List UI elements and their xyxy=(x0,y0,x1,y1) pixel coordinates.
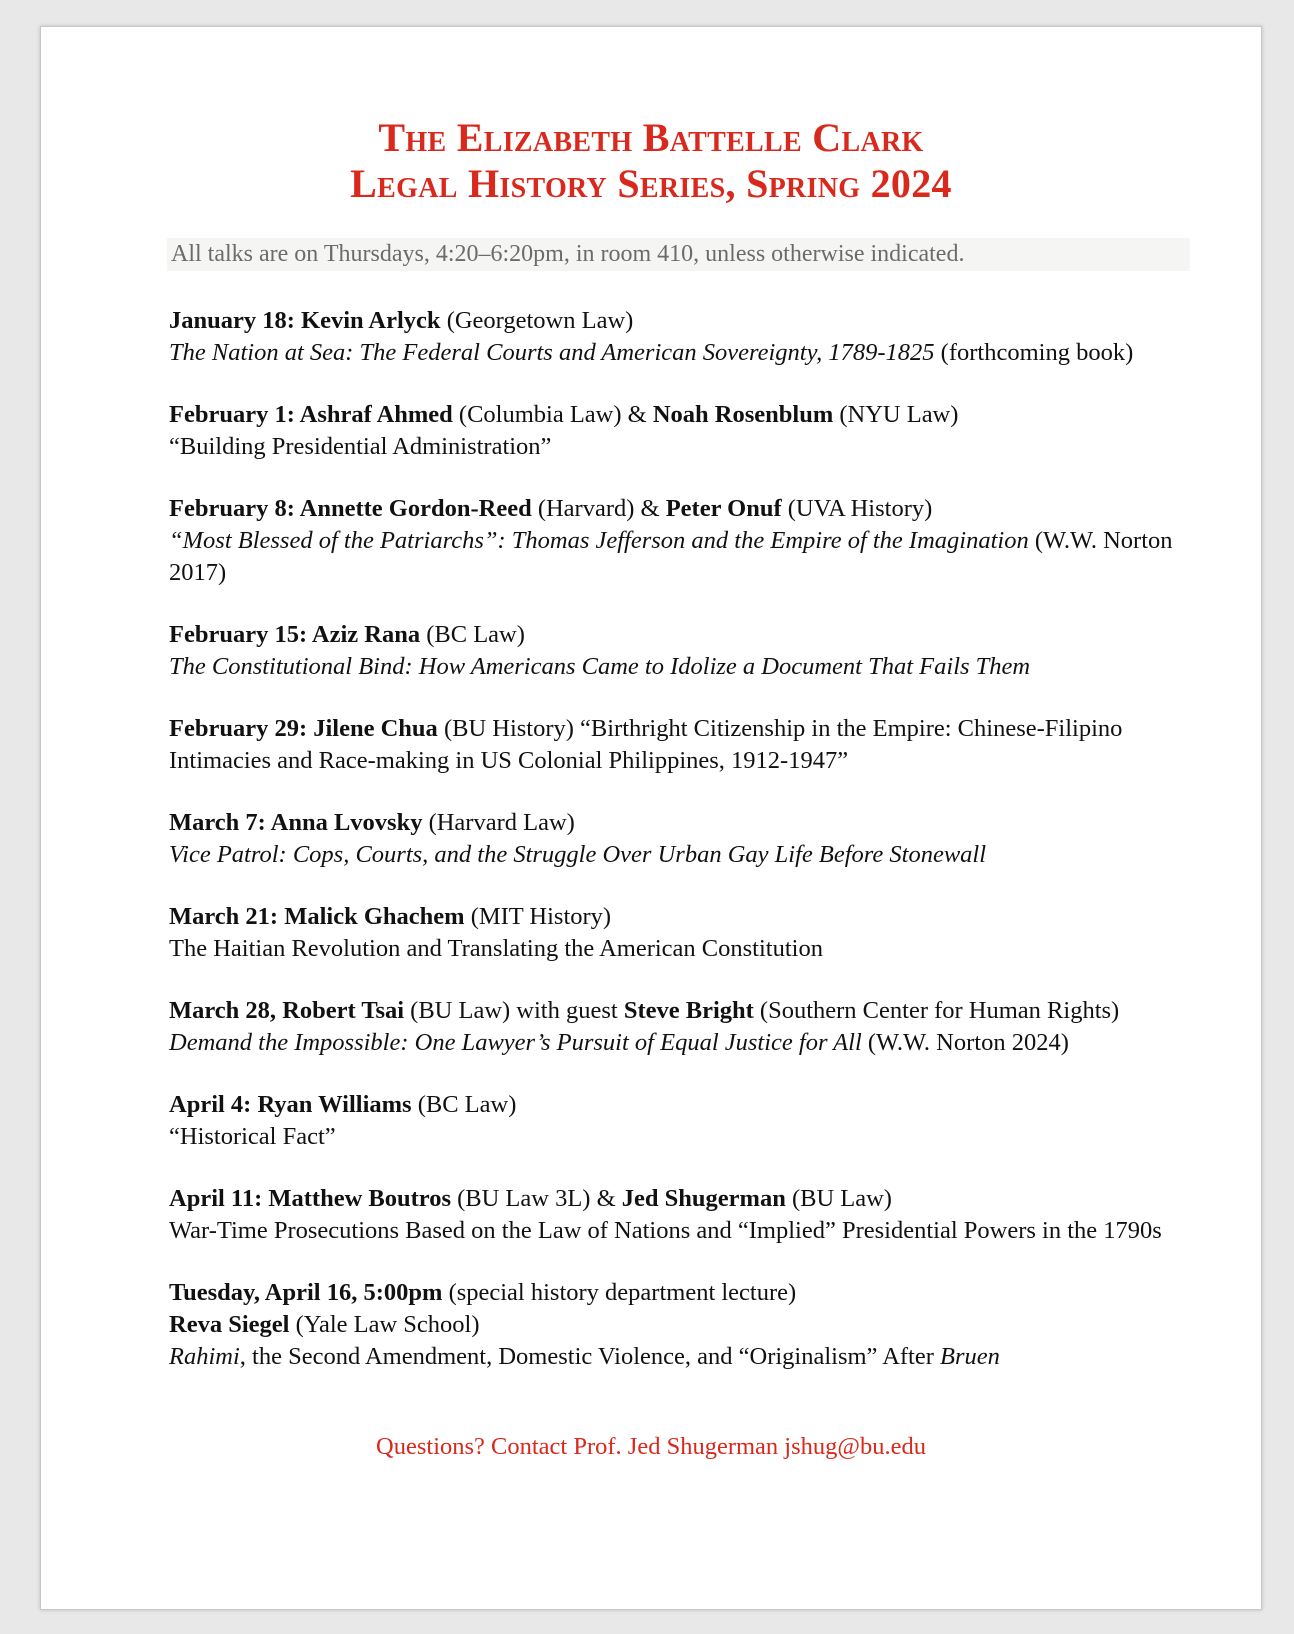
event-march-28 xyxy=(169,995,1179,1059)
event-date: March 7: xyxy=(169,809,271,836)
event-april-16 xyxy=(169,1277,1179,1373)
event-date: February 1: xyxy=(169,401,300,428)
speaker-name: Reva Siegel xyxy=(169,1311,290,1338)
speaker-name: Jilene Chua xyxy=(313,715,438,742)
event-date: March 21: xyxy=(169,903,285,930)
event-date: March 28, xyxy=(169,997,283,1024)
event-february-1 xyxy=(169,399,1179,463)
speaker-name: Anna Lvovsky xyxy=(270,809,423,836)
event-date: Tuesday, April 16, 5:00pm xyxy=(169,1279,443,1306)
event-april-11 xyxy=(169,1183,1179,1247)
speaker-affiliation: (Harvard) & xyxy=(531,495,666,522)
event-date: April 11: xyxy=(169,1185,269,1212)
document-page xyxy=(40,26,1262,1610)
talk-title: The Constitutional Bind: How Americans Came to Idolize a Document That Fails Them xyxy=(169,653,1031,680)
talk-note: (W.W. Norton 2024) xyxy=(861,1029,1069,1056)
speaker-affiliation: (UVA History) xyxy=(781,495,933,522)
speaker-name: Noah Rosenblum xyxy=(652,401,834,428)
speaker-affiliation: (Georgetown Law) xyxy=(440,307,634,334)
talk-title: “Historical Fact” xyxy=(169,1123,336,1150)
speaker-affiliation: (BU Law) xyxy=(785,1185,892,1212)
talk-title: “Most Blessed of the Patriarchs”: Thomas Jefferson and the Empire of the Imagination xyxy=(169,527,1029,554)
speaker-affiliation: (BU Law) with guest xyxy=(404,997,624,1024)
talk-title-part: Rahimi xyxy=(169,1343,240,1370)
speaker-name: Peter Onuf xyxy=(665,495,782,522)
speaker-name: Aziz Rana xyxy=(311,621,421,648)
speaker-affiliation: (Southern Center for Human Rights) xyxy=(753,997,1120,1024)
talk-title-part: , the Second Amendment, Domestic Violence, and “Originalism” After xyxy=(239,1343,941,1370)
event-date: February 29: xyxy=(169,715,314,742)
event-date: April 4: xyxy=(169,1091,258,1118)
contact-line: Questions? Contact Prof. Jed Shugerman jshug@bu.edu xyxy=(376,1433,926,1460)
speaker-name: Jed Shugerman xyxy=(621,1185,786,1212)
talk-title: Demand the Impossible: One Lawyer’s Pursuit of Equal Justice for All xyxy=(169,1029,862,1056)
event-list xyxy=(169,305,1179,1403)
speaker-name: Steve Bright xyxy=(623,997,754,1024)
speaker-affiliation: (Yale Law School) xyxy=(289,1311,480,1338)
event-january-18 xyxy=(169,305,1179,369)
speaker-name: Matthew Boutros xyxy=(268,1185,451,1212)
talk-title: The Nation at Sea: The Federal Courts and American Sovereignty, 1789-1825 xyxy=(169,339,935,366)
schedule-note: All talks are on Thursdays, 4:20–6:20pm, in room 410, unless otherwise indicated. xyxy=(167,238,1190,271)
page-title xyxy=(41,115,1261,207)
talk-note: (forthcoming book) xyxy=(934,339,1134,366)
speaker-name: Annette Gordon-Reed xyxy=(299,495,532,522)
speaker-name: Ryan Williams xyxy=(257,1091,412,1118)
speaker-name: Robert Tsai xyxy=(282,997,405,1024)
speaker-affiliation: (NYU Law) xyxy=(833,401,959,428)
speaker-name: Kevin Arlyck xyxy=(301,307,441,334)
talk-title: “Building Presidential Administration” xyxy=(169,433,552,460)
event-march-7 xyxy=(169,807,1179,871)
title-line-2: Legal History Series, Spring 2024 xyxy=(350,161,952,206)
event-february-15 xyxy=(169,619,1179,683)
speaker-affiliation: (MIT History) xyxy=(464,903,612,930)
speaker-name: Malick Ghachem xyxy=(284,903,465,930)
talk-title-part: Bruen xyxy=(940,1343,1000,1370)
event-february-8 xyxy=(169,493,1179,589)
speaker-affiliation: (BU Law 3L) & xyxy=(450,1185,622,1212)
speaker-affiliation: (Columbia Law) & xyxy=(452,401,653,428)
event-february-29 xyxy=(169,713,1179,777)
speaker-affiliation: (BC Law) xyxy=(411,1091,517,1118)
talk-title: War-Time Prosecutions Based on the Law of Nations and “Implied” Presidential Powers in the 1790s xyxy=(169,1217,1162,1244)
event-date: February 15: xyxy=(169,621,312,648)
talk-title: The Haitian Revolution and Translating the American Constitution xyxy=(169,935,823,962)
title-line-1: The Elizabeth Battelle Clark xyxy=(378,115,924,160)
event-march-21 xyxy=(169,901,1179,965)
talk-note: (W.W. Norton 2017) xyxy=(169,527,1173,586)
event-date-note: (special history department lecture) xyxy=(442,1279,797,1306)
event-date: January 18: xyxy=(169,307,302,334)
speaker-affiliation: (BU History) “Birthright Citizenship in the Empire: Chinese-Filipino Intimacies and Race-making in US Colonial Philippines, 1912-1947” xyxy=(169,715,1123,774)
event-april-4 xyxy=(169,1089,1179,1153)
talk-title: Vice Patrol: Cops, Courts, and the Struggle Over Urban Gay Life Before Stonewall xyxy=(169,841,987,868)
event-date: February 8: xyxy=(169,495,300,522)
speaker-affiliation: (BC Law) xyxy=(420,621,525,648)
speaker-affiliation: (Harvard Law) xyxy=(422,809,575,836)
speaker-name: Ashraf Ahmed xyxy=(299,401,453,428)
